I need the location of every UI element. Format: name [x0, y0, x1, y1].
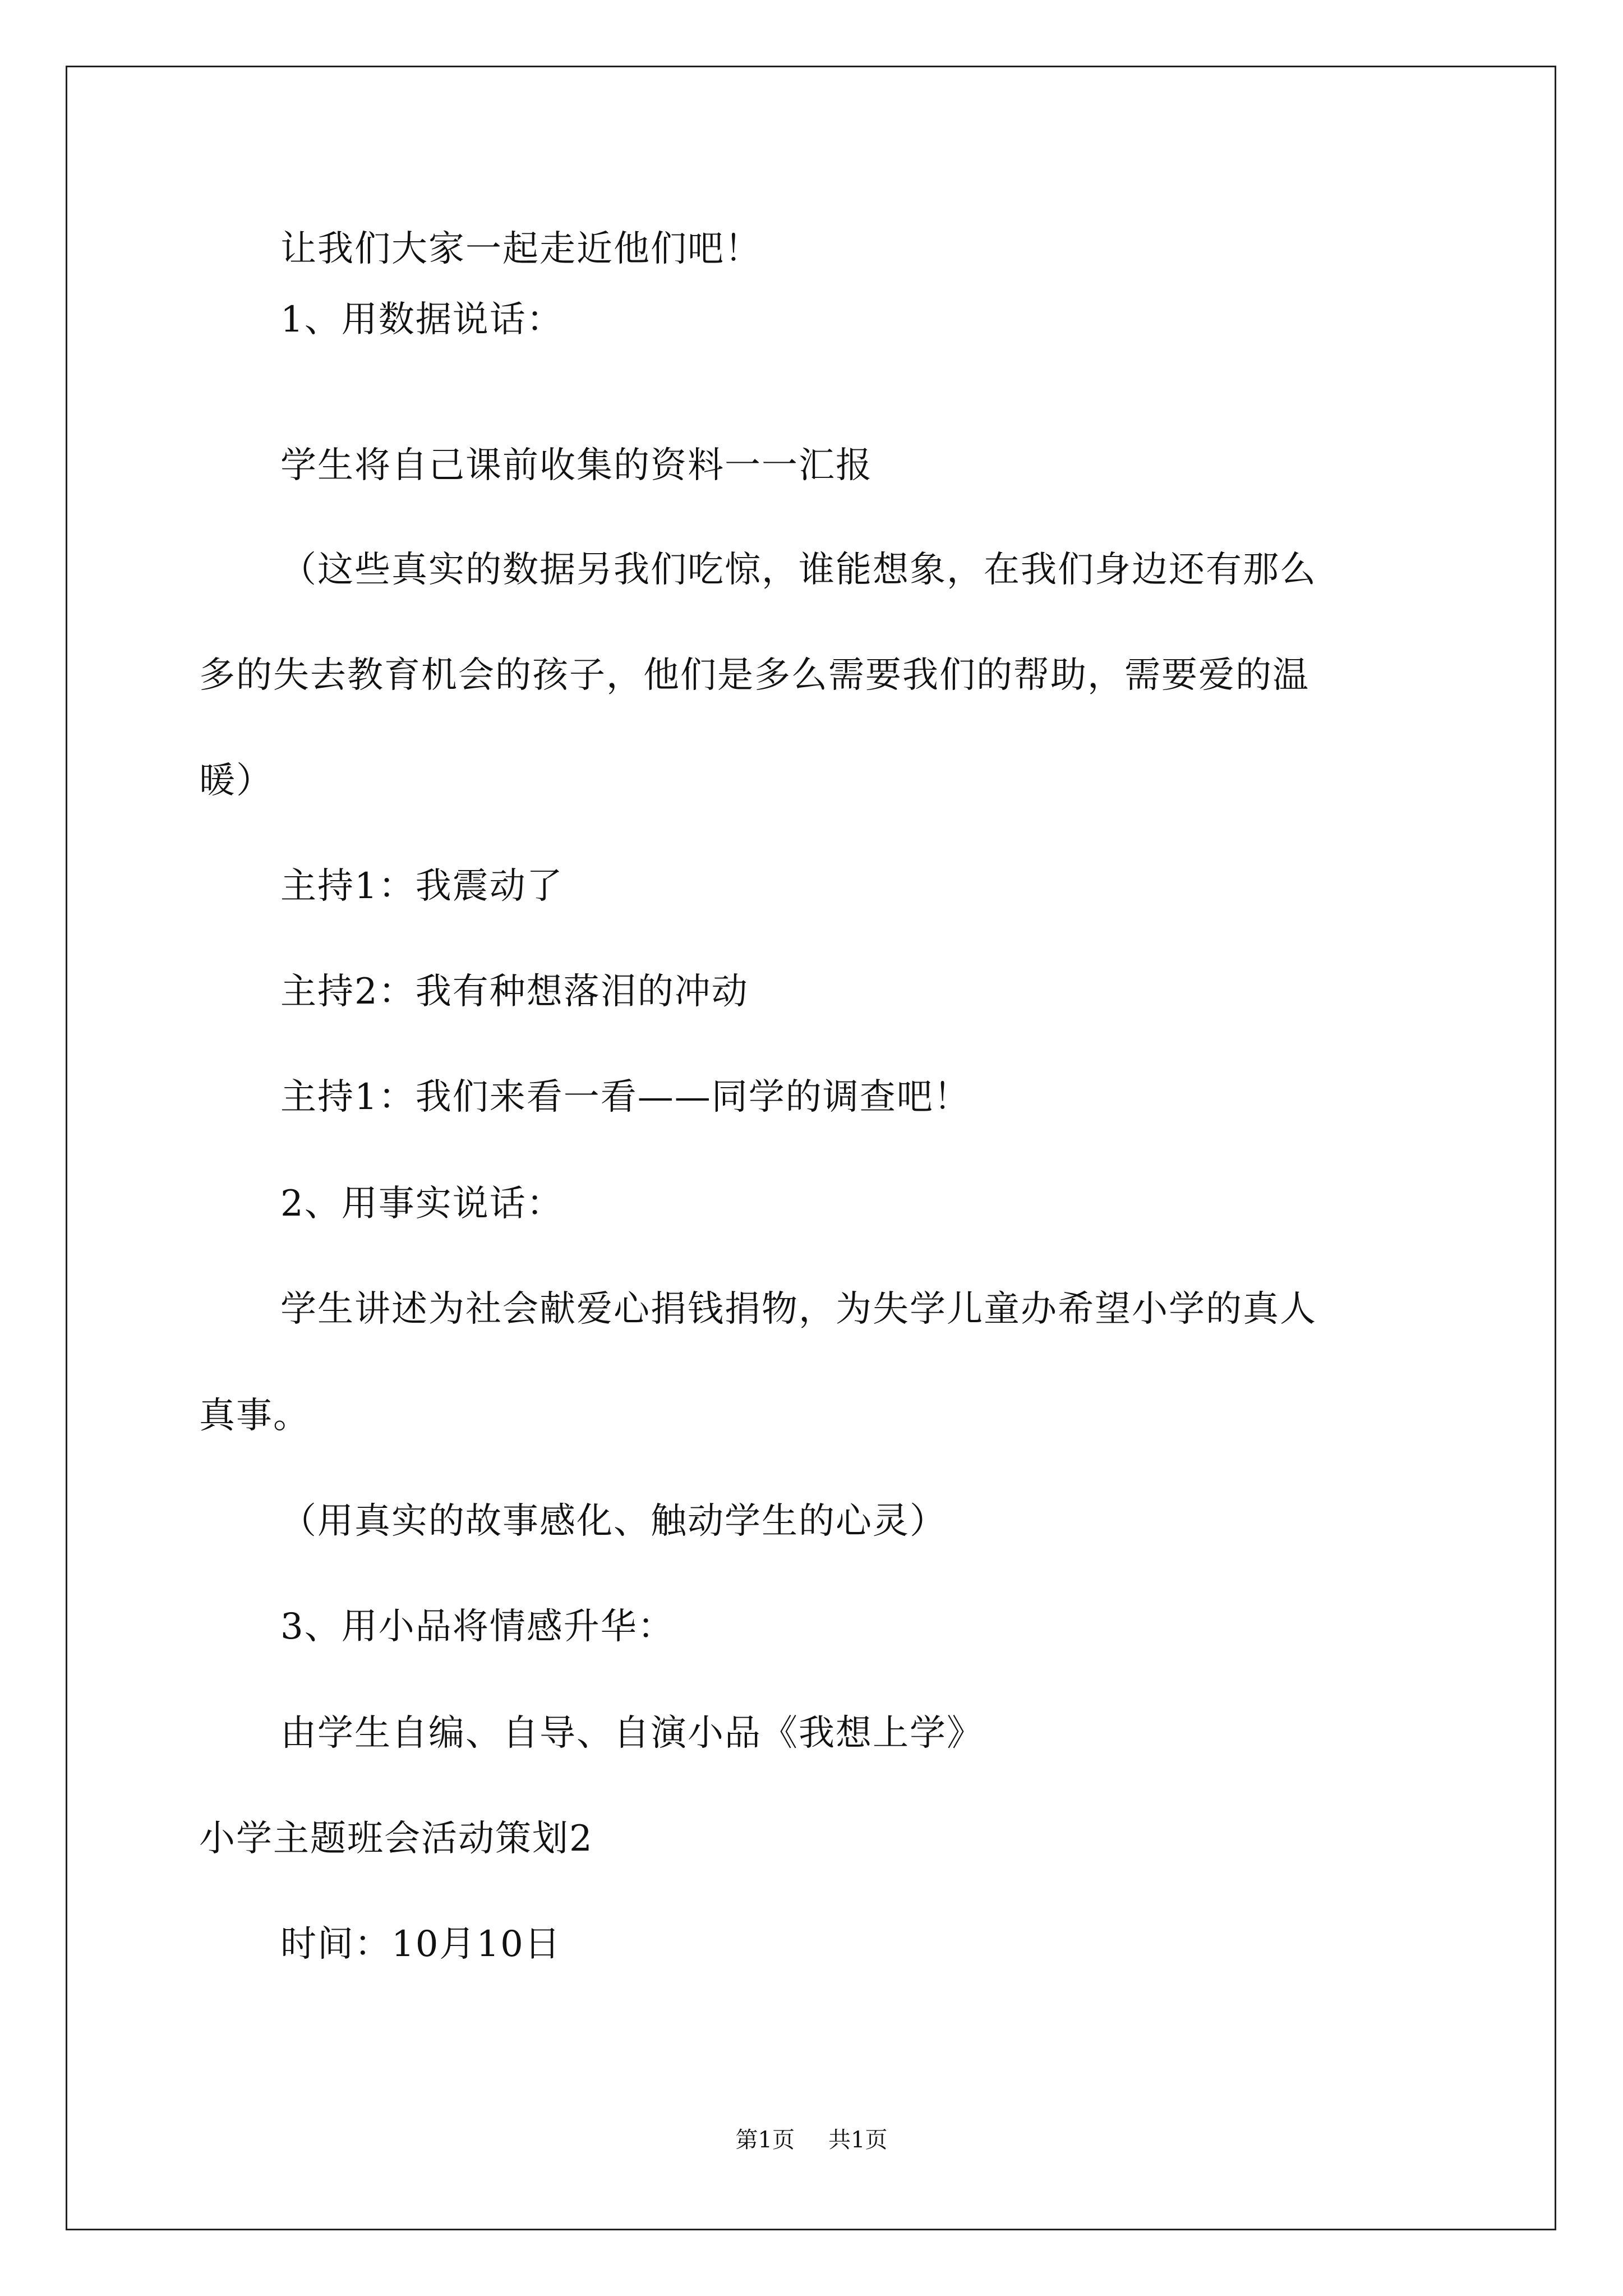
document-title: 小学主题班会活动策划2 — [199, 1818, 593, 1860]
paragraph-line: 让我们大家一起走近他们吧！ — [280, 228, 762, 270]
section-heading: 3、用小品将情感升华： — [280, 1606, 675, 1648]
paragraph-line: （用真实的故事感化、触动学生的心灵） — [280, 1501, 947, 1542]
page-total: 共1页 — [828, 2127, 888, 2153]
paragraph-line: 暖） — [199, 760, 273, 802]
section-heading: 1、用数据说话： — [280, 299, 564, 341]
paragraph-line: 多的失去教育机会的孩子，他们是多么需要我们的帮助，需要爱的温 — [199, 655, 1310, 696]
paragraph-line: 学生将自己课前收集的资料一一汇报 — [280, 445, 873, 486]
paragraph-line: 由学生自编、自导、自演小品《我想上学》 — [280, 1713, 984, 1754]
paragraph-line: 主持2：我有种想落泪的冲动 — [280, 971, 749, 1013]
page-current: 第1页 — [735, 2127, 795, 2153]
page-footer — [0, 2126, 1623, 2154]
paragraph-line: 学生讲述为社会献爱心捐钱捐物，为失学儿童办希望小学的真人 — [280, 1289, 1317, 1330]
paragraph-line: （这些真实的数据另我们吃惊，谁能想象，在我们身边还有那么 — [280, 549, 1317, 591]
paragraph-line: 时间：10月10日 — [280, 1924, 561, 1965]
paragraph-line: 主持1：我震动了 — [280, 866, 564, 907]
paragraph-line: 主持1：我们来看一看——同学的调查吧！ — [280, 1076, 971, 1118]
page-border — [66, 66, 1556, 2230]
paragraph-line: 真事。 — [199, 1395, 310, 1437]
section-heading: 2、用事实说话： — [280, 1183, 564, 1225]
